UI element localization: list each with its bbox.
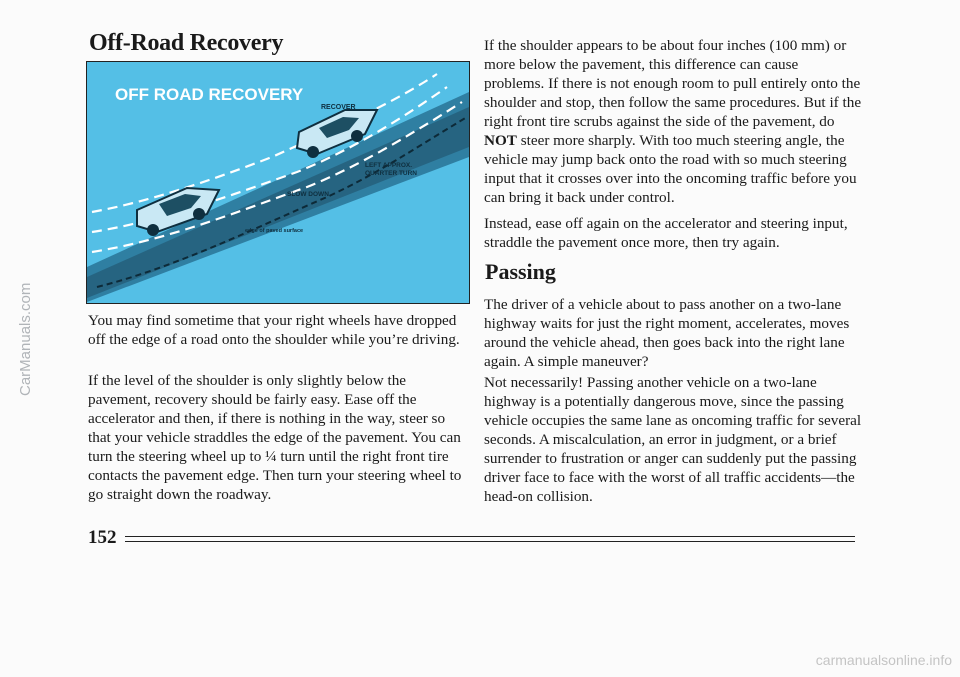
label-turn-line-2: QUARTER TURN (365, 170, 417, 177)
paragraph-passing-2: Not necessarily! Passing another vehicle on a two-lane highway is a potentially dangerous move, since the passing vehicle occupies the same lane as oncoming traffic for several seconds. A miscalculation, an error in judgment, or a brief surrender to frustration or anger can suddenly put the passing driver face to face with the worst of all traffic accidents—the head-on collision. (484, 374, 862, 505)
paragraph-shallow-shoulder: If the level of the shoulder is only slightly below the pavement, recovery should be fairly easy. Ease off the accelerator and then, if there is nothing in the way, steer so that your vehicle straddles the edge of the pavement. You can turn the steering wheel up to ¼ turn until the right front tire contacts the pavement edge. Then turn your steering wheel to go straight down the roadway. (88, 372, 462, 503)
paragraph-intro: You may find sometime that your right wheels have dropped off the edge of a road onto the shoulder while you’re driving. (88, 312, 460, 348)
footer-rule (125, 541, 855, 542)
label-recover: RECOVER (321, 104, 356, 111)
illustration-svg (87, 62, 469, 303)
deep-shoulder-text-a: If the shoulder appears to be about four inches (100 mm) or more below the pavement, this difference can cause problems. If there is not enough room to pull entirely onto the shoulder and stop, then follow the same procedures. But if the right front tire scrubs against the side of the pavement, do (484, 37, 862, 130)
footer-rule (125, 536, 855, 537)
side-watermark (2, 216, 34, 396)
passing-heading: Passing (485, 259, 556, 284)
label-edge-of-pavement: edge of paved surface (245, 228, 304, 234)
paragraph-deep-shoulder (484, 36, 862, 207)
page-number: 152 (88, 527, 117, 548)
deep-shoulder-text-b: steer more sharply. With too much steering angle, the vehicle may jump back onto the road with so much steering input that it crosses over into the oncoming traffic before you can bring it back under control. (484, 132, 857, 206)
paragraph-instead: Instead, ease off again on the accelerator and steering input, straddle the pavement once more, then try again. (484, 215, 848, 251)
paragraph-passing-1: The driver of a vehicle about to pass another on a two-lane highway waits for just the right moment, accelerates, moves around the vehicle ahead, then goes back into the right lane again. A simple maneuver? (484, 296, 850, 370)
off-road-recovery-illustration (86, 61, 470, 304)
watermark-text: CarManuals.com (17, 282, 34, 396)
footer-watermark: carmanualsonline.info (815, 652, 952, 668)
section-title: Off-Road Recovery (89, 30, 284, 56)
illustration-heading: OFF ROAD RECOVERY (115, 85, 304, 104)
label-turn-line-1: LEFT APPROX. (365, 162, 413, 169)
label-slow-down: SLOW DOWN (287, 191, 329, 198)
emphasis-not: NOT (484, 132, 517, 149)
